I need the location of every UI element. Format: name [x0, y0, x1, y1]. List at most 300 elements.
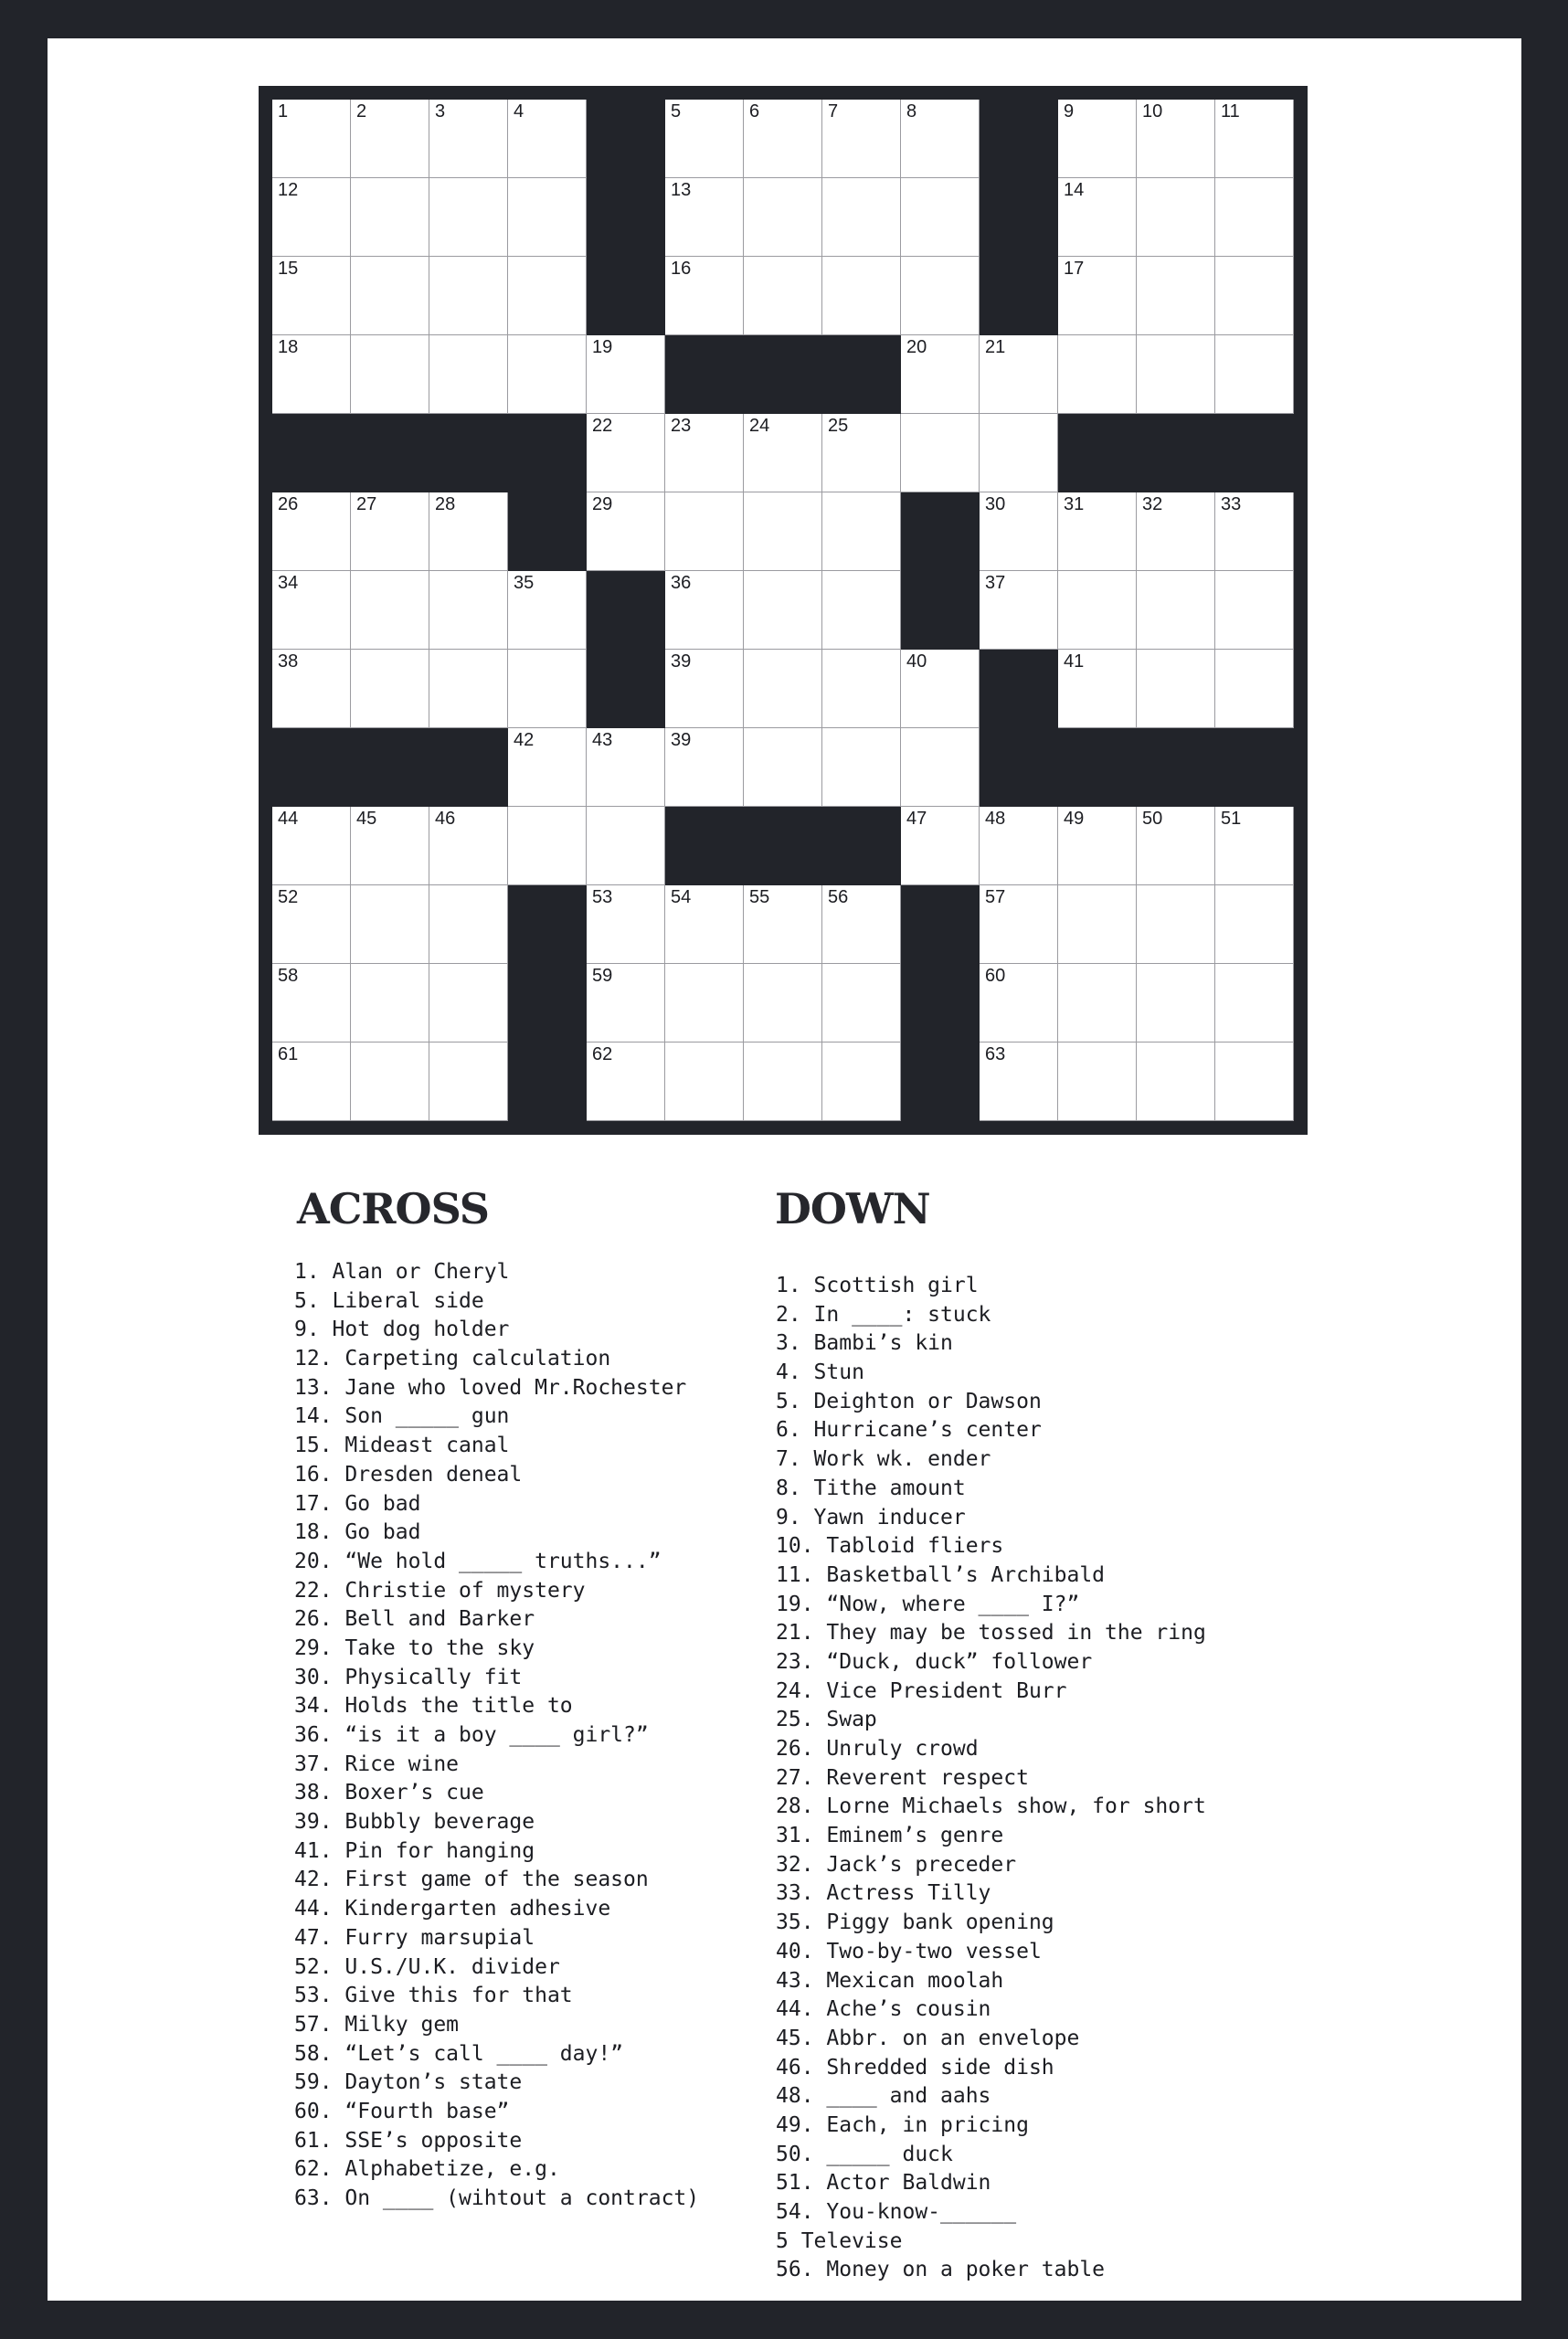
grid-cell[interactable] [744, 571, 822, 650]
grid-cell-black [1215, 414, 1294, 492]
cell-number: 1 [278, 101, 289, 122]
grid-cell[interactable] [1137, 100, 1215, 178]
clue-line: 7. Work wk. ender [776, 1447, 991, 1472]
grid-cell[interactable] [1215, 1042, 1294, 1121]
grid-cell[interactable] [587, 414, 665, 492]
clue-line: 37. Rice wine [294, 1752, 460, 1776]
clue-line: 58. “Let’s call ____ day!” [294, 2041, 624, 2066]
cell-number: 19 [592, 337, 613, 357]
clue-line: 36. “is it a boy ____ girl?” [294, 1723, 649, 1747]
grid-cell[interactable] [1215, 650, 1294, 728]
clue-line: 2. In ____: stuck [776, 1302, 991, 1327]
grid-cell[interactable] [1215, 492, 1294, 571]
grid-cell[interactable] [1058, 492, 1137, 571]
grid-cell-black [1137, 728, 1215, 807]
grid-cell-black [901, 964, 980, 1042]
clue-line: 6. Hurricane’s center [776, 1418, 1042, 1443]
grid-cell[interactable] [587, 964, 665, 1042]
clue-line: 61. SSE’s opposite [294, 2128, 523, 2153]
clue-line: 16. Dresden deneal [294, 1462, 523, 1487]
cell-number: 54 [671, 887, 692, 907]
cell-number: 43 [592, 730, 613, 750]
grid-cell[interactable] [1058, 100, 1137, 178]
grid-cell-black [587, 178, 665, 257]
clue-line: 29. Take to the sky [294, 1635, 535, 1660]
clue-line: 3. Bambi’s kin [776, 1331, 953, 1356]
clue-line: 4. Stun [776, 1360, 864, 1385]
grid-cell[interactable] [508, 335, 587, 414]
clue-line: 17. Go bad [294, 1491, 421, 1516]
clue-line: 52. U.S./U.K. divider [294, 1954, 560, 1979]
across-header: ACROSS [297, 1184, 490, 1233]
cell-number: 32 [1142, 494, 1163, 514]
grid-cell-black [901, 885, 980, 964]
grid-cell-black [1058, 414, 1137, 492]
clue-line: 5. Deighton or Dawson [776, 1389, 1042, 1413]
grid-cell[interactable] [272, 807, 351, 885]
cell-number: 35 [514, 573, 535, 593]
grid-cell[interactable] [901, 807, 980, 885]
grid-cell[interactable] [272, 1042, 351, 1121]
clue-line: 1. Alan or Cheryl [294, 1260, 510, 1284]
grid-cell-black [822, 335, 901, 414]
grid-cell-black [665, 807, 744, 885]
cell-number: 53 [592, 887, 613, 907]
cell-number: 15 [278, 259, 299, 279]
grid-cell[interactable] [744, 728, 822, 807]
grid-cell[interactable] [901, 414, 980, 492]
grid-cell-black [508, 492, 587, 571]
grid-cell[interactable] [351, 1042, 429, 1121]
grid-cell[interactable] [429, 807, 508, 885]
grid-cell[interactable] [587, 885, 665, 964]
cell-number: 28 [435, 494, 456, 514]
clue-line: 45. Abbr. on an envelope [776, 2026, 1080, 2050]
clue-line: 62. Alphabetize, e.g. [294, 2157, 560, 2182]
grid-cell[interactable] [822, 728, 901, 807]
clue-line: 5 Televise [776, 2228, 903, 2253]
grid-cell[interactable] [429, 257, 508, 335]
grid-cell[interactable] [665, 1042, 744, 1121]
grid-cell[interactable] [1137, 178, 1215, 257]
grid-cell-black [587, 650, 665, 728]
grid-cell-black [508, 885, 587, 964]
grid-cell[interactable] [429, 492, 508, 571]
cell-number: 44 [278, 809, 299, 829]
clue-line: 14. Son _____ gun [294, 1404, 510, 1429]
clue-line: 32. Jack’s preceder [776, 1852, 1017, 1877]
grid-cell[interactable] [1137, 571, 1215, 650]
grid-cell-black [508, 1042, 587, 1121]
clue-line: 34. Holds the title to [294, 1694, 573, 1719]
grid-cell[interactable] [508, 178, 587, 257]
grid-cell[interactable] [1215, 178, 1294, 257]
clue-line: 56. Money on a poker table [776, 2258, 1106, 2282]
cell-number: 51 [1221, 809, 1242, 829]
cell-number: 61 [278, 1044, 299, 1064]
grid-cell[interactable] [980, 414, 1058, 492]
clue-line: 54. You-know-______ [776, 2200, 1017, 2224]
cell-number: 57 [985, 887, 1006, 907]
grid-cell-black [1058, 728, 1137, 807]
grid-cell[interactable] [272, 964, 351, 1042]
grid-cell[interactable] [1215, 571, 1294, 650]
grid-cell-black [272, 728, 351, 807]
clue-line: 38. Boxer’s cue [294, 1781, 484, 1805]
clue-line: 41. Pin for hanging [294, 1838, 535, 1863]
grid-cell-black [587, 100, 665, 178]
clue-line: 1. Scottish girl [776, 1274, 979, 1297]
clue-line: 23. “Duck, duck” follower [776, 1649, 1093, 1674]
clue-line: 43. Mexican moolah [776, 1968, 1004, 1993]
clue-line: 19. “Now, where ____ I?” [776, 1592, 1080, 1616]
grid-cell-black [587, 257, 665, 335]
down-header: DOWN [775, 1184, 930, 1233]
grid-cell[interactable] [665, 571, 744, 650]
clue-line: 59. Dayton’s state [294, 2070, 523, 2095]
cell-number: 62 [592, 1044, 613, 1064]
grid-cell[interactable] [980, 492, 1058, 571]
grid-cell[interactable] [1137, 964, 1215, 1042]
cell-number: 22 [592, 416, 613, 436]
grid-cell[interactable] [508, 571, 587, 650]
grid-cell[interactable] [822, 492, 901, 571]
grid-cell-black [429, 414, 508, 492]
grid-cell[interactable] [665, 100, 744, 178]
clue-line: 33. Actress Tilly [776, 1881, 991, 1906]
grid-cell[interactable] [351, 492, 429, 571]
grid-cell[interactable] [901, 335, 980, 414]
grid-cell-black [1137, 414, 1215, 492]
clue-line: 22. Christie of mystery [294, 1578, 586, 1603]
clue-line: 12. Carpeting calculation [294, 1347, 611, 1371]
cell-number: 60 [985, 966, 1006, 986]
grid-cell[interactable] [508, 100, 587, 178]
grid-cell[interactable] [665, 885, 744, 964]
grid-cell[interactable] [1058, 178, 1137, 257]
cell-number: 14 [1064, 180, 1085, 200]
grid-cell[interactable] [429, 964, 508, 1042]
clue-line: 53. Give this for that [294, 1984, 573, 2008]
grid-cell[interactable] [587, 1042, 665, 1121]
cell-number: 37 [985, 573, 1006, 593]
grid-cell[interactable] [272, 571, 351, 650]
grid-cell-black [351, 414, 429, 492]
cell-number: 9 [1064, 101, 1075, 122]
cell-number: 25 [828, 416, 849, 436]
grid-cell[interactable] [744, 492, 822, 571]
grid-cell-black [508, 414, 587, 492]
grid-cell[interactable] [744, 964, 822, 1042]
cell-number: 36 [671, 573, 692, 593]
grid-cell[interactable] [272, 650, 351, 728]
cell-number: 46 [435, 809, 456, 829]
grid-cell[interactable] [1215, 807, 1294, 885]
grid-cell[interactable] [1137, 257, 1215, 335]
cell-number: 2 [356, 101, 367, 122]
grid-cell[interactable] [587, 728, 665, 807]
cell-number: 63 [985, 1044, 1006, 1064]
cell-number: 13 [671, 180, 692, 200]
grid-cell[interactable] [822, 100, 901, 178]
cell-number: 50 [1142, 809, 1163, 829]
grid-cell-black [744, 807, 822, 885]
clue-line: 10. Tabloid fliers [776, 1534, 1004, 1559]
grid-cell[interactable] [980, 571, 1058, 650]
clue-line: 18. Go bad [294, 1520, 421, 1545]
grid-cell[interactable] [744, 414, 822, 492]
clue-line: 27. Reverent respect [776, 1765, 1029, 1790]
grid-cell[interactable] [822, 257, 901, 335]
clue-line: 26. Unruly crowd [776, 1737, 979, 1761]
grid-cell[interactable] [1137, 335, 1215, 414]
grid-cell[interactable] [744, 650, 822, 728]
grid-cell-black [1215, 728, 1294, 807]
grid-cell-black [901, 571, 980, 650]
grid-cell[interactable] [508, 728, 587, 807]
grid-cell-black [429, 728, 508, 807]
grid-cell[interactable] [665, 650, 744, 728]
cell-number: 24 [749, 416, 770, 436]
grid-cell[interactable] [822, 178, 901, 257]
clue-line: 20. “We hold _____ truths...” [294, 1549, 662, 1573]
grid-cell[interactable] [822, 1042, 901, 1121]
cell-number: 48 [985, 809, 1006, 829]
cell-number: 17 [1064, 259, 1085, 279]
grid-cell[interactable] [272, 885, 351, 964]
grid-cell-black [587, 571, 665, 650]
grid-cell[interactable] [901, 100, 980, 178]
cell-number: 11 [1221, 101, 1240, 122]
grid-cell[interactable] [744, 257, 822, 335]
cell-number: 40 [906, 651, 927, 672]
grid-cell[interactable] [1058, 335, 1137, 414]
grid-cell[interactable] [901, 728, 980, 807]
grid-cell[interactable] [351, 178, 429, 257]
grid-cell[interactable] [272, 178, 351, 257]
grid-cell[interactable] [1215, 885, 1294, 964]
clue-line: 28. Lorne Michaels show, for short [776, 1794, 1206, 1819]
grid-cell[interactable] [980, 964, 1058, 1042]
clue-line: 8. Tithe amount [776, 1476, 966, 1500]
grid-cell[interactable] [587, 335, 665, 414]
clue-line: 26. Bell and Barker [294, 1607, 535, 1632]
cell-number: 58 [278, 966, 299, 986]
grid-cell[interactable] [1137, 1042, 1215, 1121]
cell-number: 39 [671, 730, 692, 750]
grid-cell[interactable] [508, 807, 587, 885]
clue-line: 9. Yawn inducer [776, 1505, 966, 1529]
grid-cell[interactable] [1058, 807, 1137, 885]
grid-cell-black [980, 178, 1058, 257]
cell-number: 18 [278, 337, 299, 357]
cell-number: 39 [671, 651, 692, 672]
cell-number: 41 [1064, 651, 1085, 672]
grid-cell[interactable] [1058, 571, 1137, 650]
cell-number: 4 [514, 101, 524, 122]
cell-number: 47 [906, 809, 927, 829]
grid-cell[interactable] [1215, 100, 1294, 178]
grid-cell[interactable] [1137, 885, 1215, 964]
grid-cell[interactable] [744, 100, 822, 178]
grid-cell[interactable] [1058, 650, 1137, 728]
grid-cell[interactable] [429, 885, 508, 964]
grid-cell[interactable] [822, 964, 901, 1042]
grid-cell[interactable] [587, 492, 665, 571]
grid-cell[interactable] [272, 100, 351, 178]
grid-cell-black [665, 335, 744, 414]
clue-line: 11. Basketball’s Archibald [776, 1562, 1106, 1587]
clue-line: 31. Eminem’s genre [776, 1824, 1004, 1848]
clue-line: 46. Shredded side dish [776, 2055, 1054, 2080]
clue-line: 35. Piggy bank opening [776, 1910, 1054, 1935]
clue-line: 48. ____ and aahs [776, 2084, 991, 2109]
cell-number: 34 [278, 573, 299, 593]
cell-number: 45 [356, 809, 377, 829]
grid-cell[interactable] [587, 807, 665, 885]
grid-cell[interactable] [822, 650, 901, 728]
grid-cell[interactable] [429, 178, 508, 257]
grid-cell[interactable] [1058, 885, 1137, 964]
cell-number: 27 [356, 494, 377, 514]
grid-cell[interactable] [822, 885, 901, 964]
grid-cell[interactable] [901, 178, 980, 257]
clue-line: 44. Kindergarten adhesive [294, 1897, 611, 1921]
grid-cell-black [980, 728, 1058, 807]
clue-line: 57. Milky gem [294, 2012, 460, 2037]
grid-cell[interactable] [351, 807, 429, 885]
grid-cell[interactable] [665, 728, 744, 807]
grid-cell[interactable] [1137, 807, 1215, 885]
grid-cell[interactable] [744, 1042, 822, 1121]
grid-cell-black [822, 807, 901, 885]
crossword-grid-frame [259, 86, 1308, 1135]
grid-cell-black [508, 964, 587, 1042]
grid-cell[interactable] [1058, 964, 1137, 1042]
grid-cell-black [272, 414, 351, 492]
grid-cell[interactable] [429, 100, 508, 178]
grid-cell[interactable] [351, 571, 429, 650]
cell-number: 56 [828, 887, 849, 907]
cell-number: 55 [749, 887, 770, 907]
grid-cell[interactable] [980, 807, 1058, 885]
grid-cell[interactable] [665, 492, 744, 571]
grid-cell[interactable] [1137, 650, 1215, 728]
cell-number: 38 [278, 651, 299, 672]
cell-number: 12 [278, 180, 299, 200]
grid-cell[interactable] [822, 571, 901, 650]
grid-cell[interactable] [1058, 257, 1137, 335]
grid-cell[interactable] [901, 650, 980, 728]
grid-cell[interactable] [901, 257, 980, 335]
grid-cell[interactable] [508, 650, 587, 728]
grid-cell[interactable] [665, 257, 744, 335]
clue-line: 5. Liberal side [294, 1288, 484, 1313]
clue-line: 25. Swap [776, 1708, 877, 1732]
cell-number: 16 [671, 259, 692, 279]
cell-number: 30 [985, 494, 1006, 514]
cell-number: 52 [278, 887, 299, 907]
cell-number: 20 [906, 337, 927, 357]
cell-number: 26 [278, 494, 299, 514]
grid-cell[interactable] [272, 492, 351, 571]
clue-line: 60. “Fourth base” [294, 2099, 510, 2123]
clue-line: 51. Actor Baldwin [776, 2171, 991, 2196]
grid-cell[interactable] [272, 335, 351, 414]
cell-number: 6 [749, 101, 760, 122]
clue-line: 42. First game of the season [294, 1868, 649, 1892]
grid-cell[interactable] [822, 414, 901, 492]
grid-cell[interactable] [1137, 492, 1215, 571]
clue-line: 50. _____ duck [776, 2142, 953, 2166]
grid-cell[interactable] [429, 1042, 508, 1121]
cell-number: 31 [1064, 494, 1085, 514]
grid-cell[interactable] [429, 650, 508, 728]
grid-cell[interactable] [429, 571, 508, 650]
grid-cell[interactable] [429, 335, 508, 414]
cell-number: 7 [828, 101, 839, 122]
grid-cell[interactable] [744, 885, 822, 964]
grid-cell[interactable] [744, 178, 822, 257]
across-clues [294, 1258, 699, 2214]
clue-line: 49. Each, in pricing [776, 2112, 1029, 2137]
crossword-grid [272, 100, 1294, 1121]
grid-cell-black [980, 650, 1058, 728]
grid-cell-black [980, 100, 1058, 178]
cell-number: 33 [1221, 494, 1242, 514]
cell-number: 5 [671, 101, 682, 122]
clue-line: 40. Two-by-two vessel [776, 1939, 1042, 1963]
grid-cell-black [744, 335, 822, 414]
grid-cell[interactable] [351, 257, 429, 335]
grid-cell[interactable] [351, 335, 429, 414]
grid-cell-black [901, 492, 980, 571]
grid-cell[interactable] [351, 650, 429, 728]
clue-line: 15. Mideast canal [294, 1434, 510, 1458]
cell-number: 29 [592, 494, 613, 514]
clue-line: 63. On ____ (wihtout a contract) [294, 2186, 700, 2210]
clue-line: 13. Jane who loved Mr.Rochester [294, 1375, 687, 1400]
grid-cell[interactable] [351, 964, 429, 1042]
grid-cell[interactable] [351, 885, 429, 964]
clue-line: 21. They may be tossed in the ring [776, 1621, 1206, 1646]
grid-cell[interactable] [980, 335, 1058, 414]
grid-cell[interactable] [351, 100, 429, 178]
cell-number: 49 [1064, 809, 1085, 829]
grid-cell[interactable] [272, 257, 351, 335]
grid-cell[interactable] [1215, 335, 1294, 414]
grid-cell[interactable] [665, 414, 744, 492]
grid-cell[interactable] [665, 178, 744, 257]
grid-cell-black [901, 1042, 980, 1121]
grid-cell[interactable] [665, 964, 744, 1042]
down-clues [776, 1272, 1206, 2285]
grid-cell[interactable] [980, 1042, 1058, 1121]
grid-cell[interactable] [1215, 964, 1294, 1042]
cell-number: 8 [906, 101, 917, 122]
cell-number: 42 [514, 730, 535, 750]
grid-cell[interactable] [1215, 257, 1294, 335]
cell-number: 21 [985, 337, 1006, 357]
grid-cell-black [980, 257, 1058, 335]
clue-line: 30. Physically fit [294, 1665, 523, 1689]
grid-cell[interactable] [508, 257, 587, 335]
grid-cell[interactable] [1058, 1042, 1137, 1121]
clue-line: 24. Vice President Burr [776, 1678, 1067, 1703]
clue-line: 9. Hot dog holder [294, 1318, 510, 1342]
grid-cell[interactable] [980, 885, 1058, 964]
clue-line: 39. Bubbly beverage [294, 1810, 535, 1835]
